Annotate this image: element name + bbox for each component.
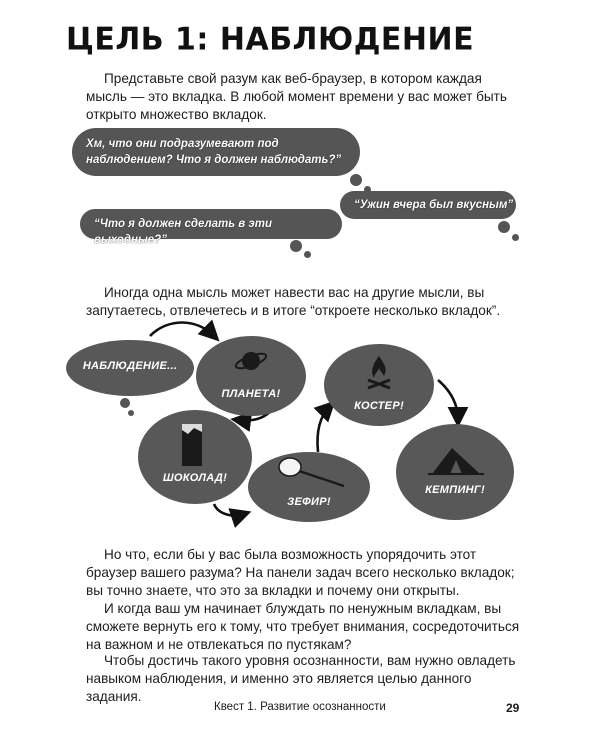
tabs-paragraph: Иногда одна мысль может навести вас на другие мысли, вы запутаетесь, отвлечетесь и в итоге “откроете несколько вкладок”. <box>86 285 501 318</box>
planet-icon <box>234 344 268 378</box>
node-camping-label: КЕМПИНГ! <box>425 484 485 496</box>
thought-bubble-observation: Хм, что они подразумевают под наблюдением? Что я должен наблюдать?” <box>72 128 360 176</box>
node-observation-label: НАБЛЮДЕНИЕ... <box>82 360 178 372</box>
node-bonfire <box>324 344 434 426</box>
wander-paragraph: И когда ваш ум начинает блуждать по ненужным вкладкам, вы сможете вернуть его к тому, что требует внимания, сосредоточиться на важном и не отвлекаться по пустякам? <box>86 601 520 652</box>
node-planet-label: ПЛАНЕТА! <box>221 388 281 400</box>
node-observation <box>66 340 194 396</box>
bubble-tail-dot <box>128 410 134 416</box>
marshmallow-icon <box>276 456 346 488</box>
intro-paragraph: Представьте свой разум как веб-браузер, в котором каждая мысль — это вкладка. В любой момент времени у вас может быть открыто множество вкладок. <box>86 71 507 122</box>
footer-section-title: Квест 1. Развитие осознанности <box>214 701 386 713</box>
node-marshmallow-label: ЗЕФИР! <box>287 496 331 508</box>
arrow-marshmallow-bonfire <box>318 406 331 452</box>
arrow-observation-planet <box>150 323 214 337</box>
page-title: ЦЕЛЬ 1: НАБЛЮДЕНИЕ <box>66 21 475 58</box>
node-bonfire-label: КОСТЕР! <box>354 400 404 412</box>
bonfire-icon <box>364 354 394 390</box>
thought-bubble-dinner: “Ужин вчера был вкусным” <box>340 191 516 219</box>
organize-paragraph: Но что, если бы у вас была возможность упорядочить этот браузер вашего разума? На панели задач всего несколько вкладок; вы точно знаете, что это за вкладки и почему они открыты. <box>86 547 515 598</box>
page-number: 29 <box>506 701 520 715</box>
tent-icon <box>426 444 486 476</box>
node-chocolate-label: ШОКОЛАД! <box>162 472 228 484</box>
chocolate-icon <box>180 422 204 468</box>
node-planet <box>196 336 306 416</box>
arrow-bonfire-camping <box>438 380 458 420</box>
arrow-chocolate-marshmallow <box>214 504 244 516</box>
node-camping <box>396 424 514 520</box>
node-marshmallow <box>248 452 370 522</box>
goal-paragraph: Чтобы достичь такого уровня осознанности, вам нужно овладеть навыком наблюдения, и именно это является целью данного задания. <box>86 653 516 704</box>
bubble-tail-dot <box>120 398 130 408</box>
thought-bubble-weekend: “Что я должен сделать в эти выходные?” <box>80 209 342 239</box>
node-chocolate <box>138 410 252 504</box>
